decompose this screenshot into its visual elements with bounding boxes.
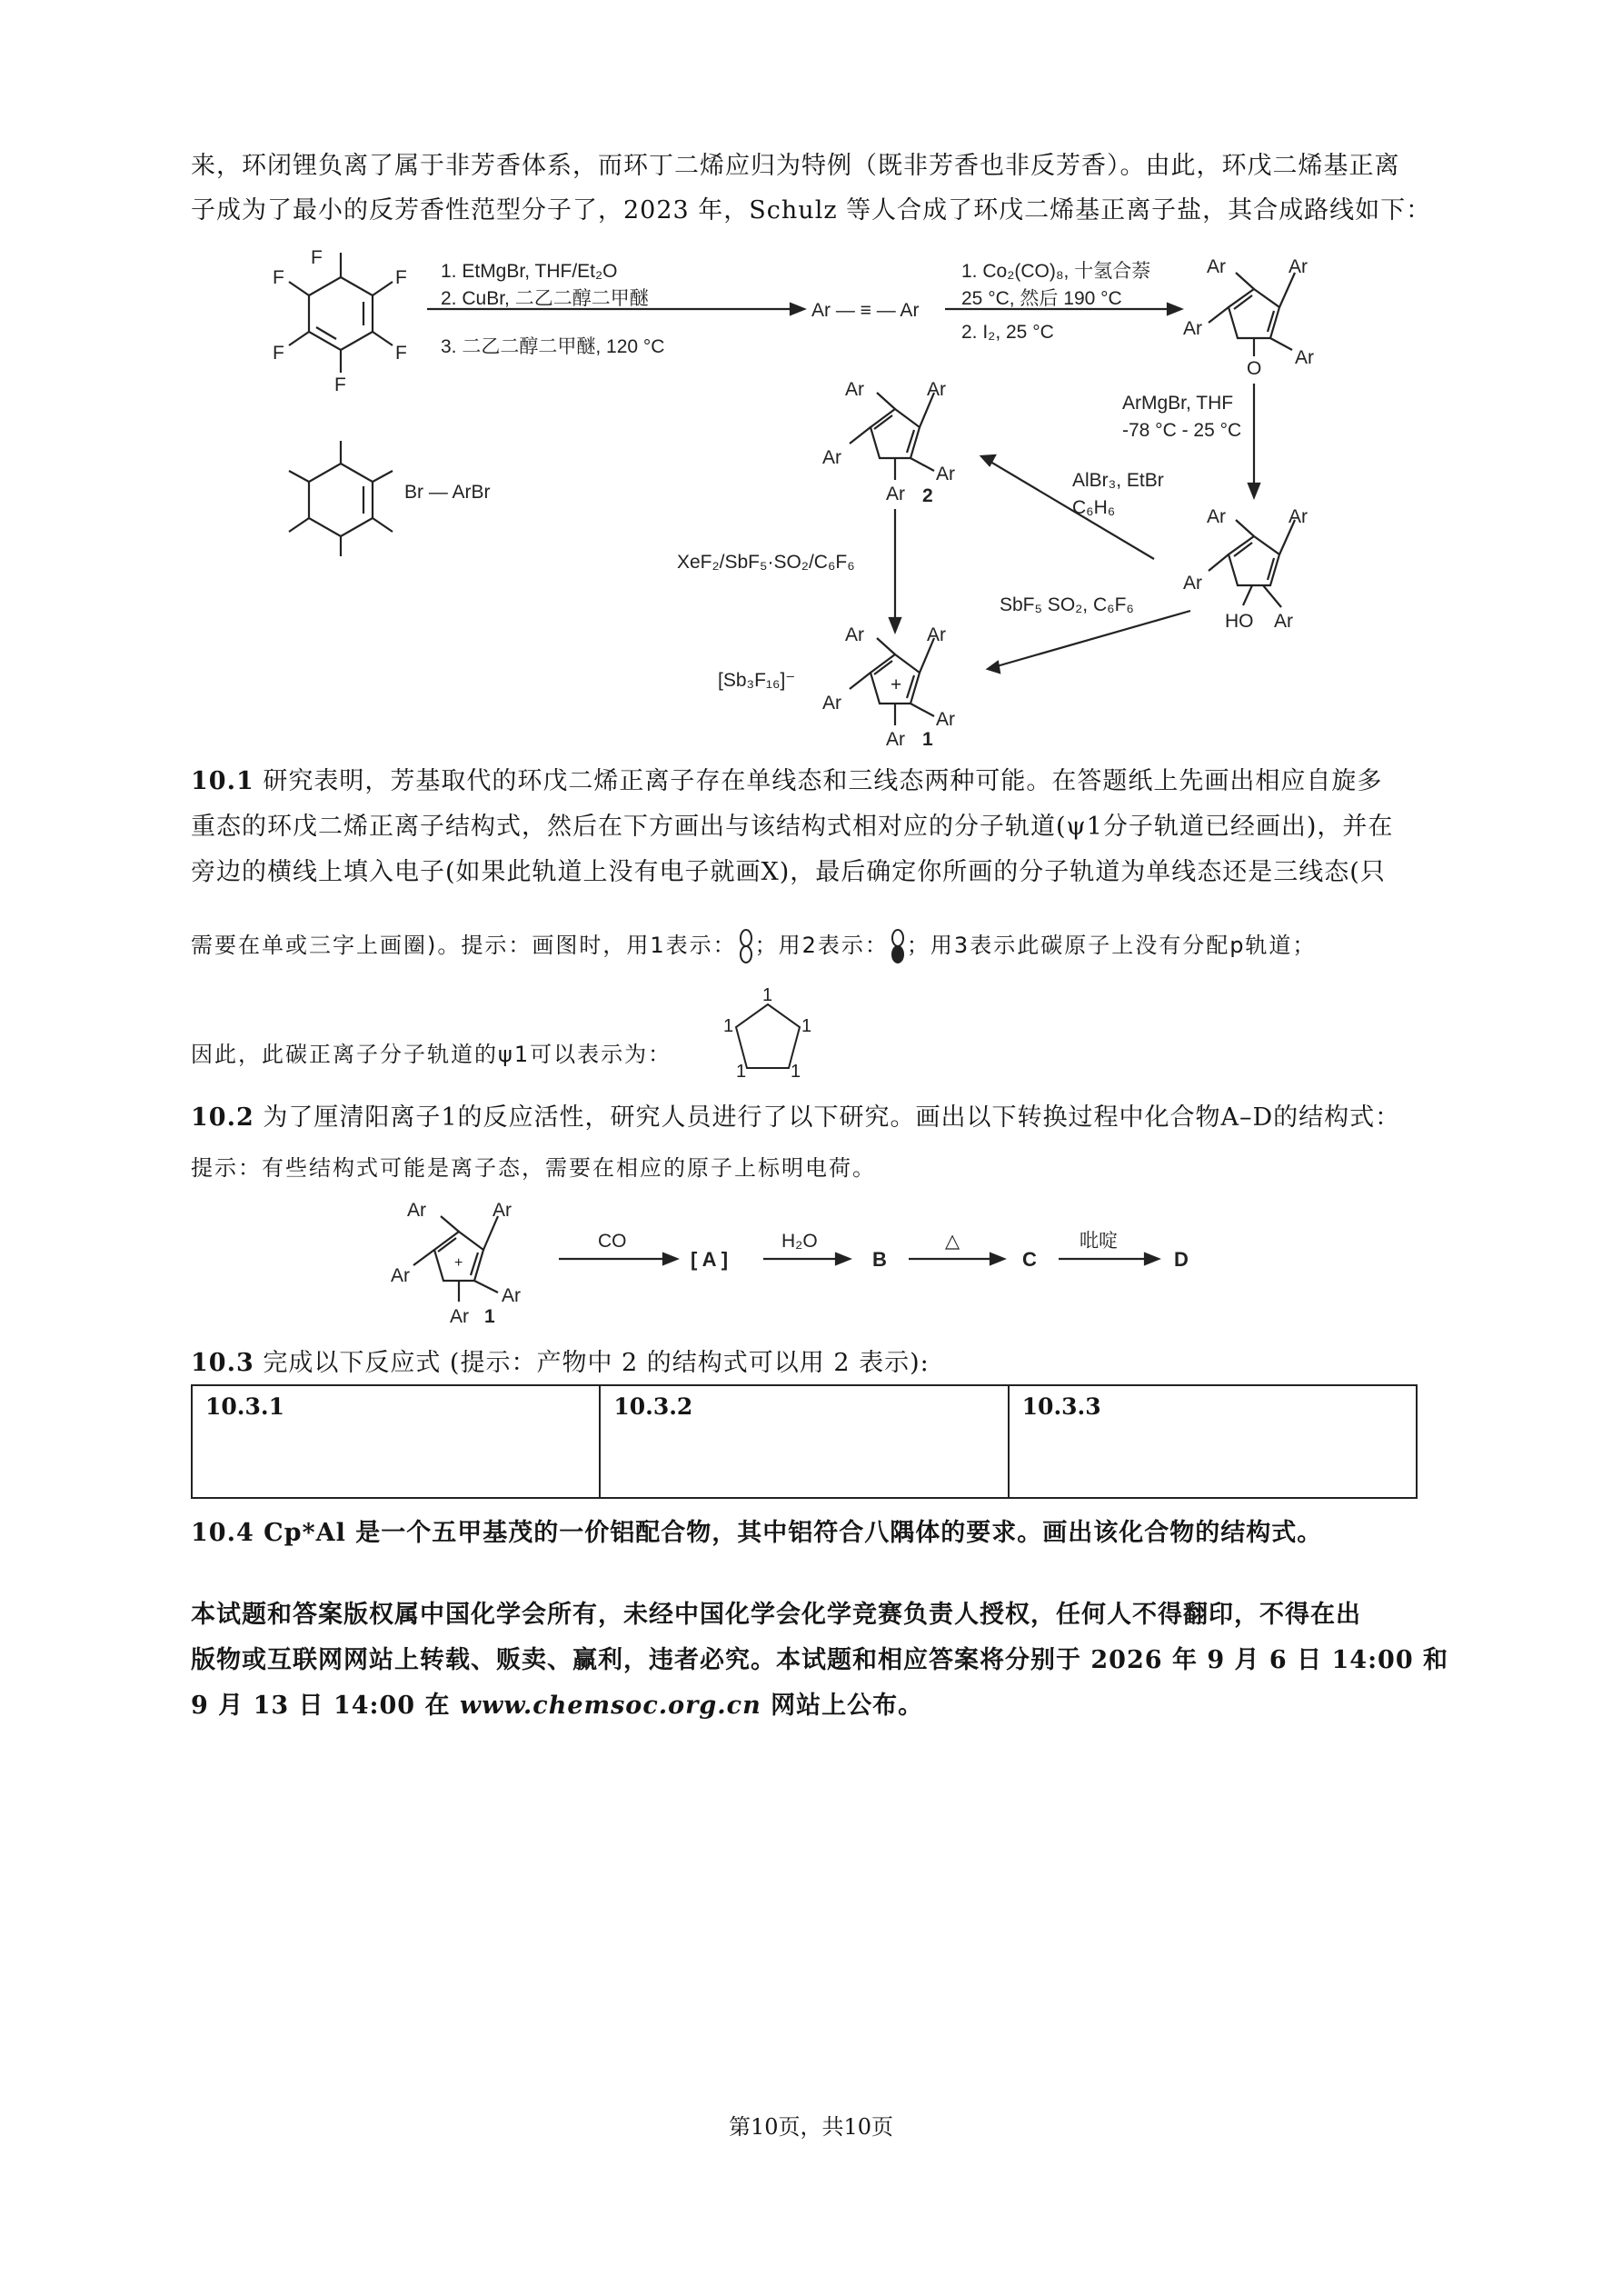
q10-2-line-1: 10.2 为了厘清阳离子1的反应活性，研究人员进行了以下研究。画出以下转换过程中化合物A–D的结构式： (191, 1103, 1401, 1132)
step1-condition-c: 3. 二乙二醇二甲醚, 120 °C (441, 336, 665, 357)
svg-text:1: 1 (484, 1306, 495, 1327)
intro-line-1: 来，环闭锂负离了属于非芳香体系，而环丁二烯应归为特例（既非芳香也非反芳香）。由此，环戊二烯基正离 (191, 152, 1400, 180)
q10-4-question: 10.4 Cp*Al 是一个五甲基茂的一价铝配合物，其中铝符合八隅体的要求。画出该化合物的结构式。 (191, 1519, 1323, 1547)
compound-2-structure (850, 393, 934, 480)
step1-condition-a: 1. EtMgBr, THF/Et₂O (441, 261, 618, 282)
page-number: 第10页，共10页 (728, 2114, 894, 2140)
q10-1-line-1: 10.1 研究表明，芳基取代的环戊二烯正离子存在单线态和三线态两种可能。在答题纸上先画出相应自旋多 (191, 767, 1383, 795)
p-orbital-filled-icon (889, 929, 907, 963)
svg-text:Ar: Ar (450, 1306, 469, 1327)
f-label: F (334, 374, 346, 395)
svg-text:+: + (454, 1255, 463, 1271)
svg-text:Ar: Ar (391, 1265, 410, 1286)
svg-text:Ar: Ar (886, 484, 905, 504)
svg-text:1: 1 (922, 729, 933, 745)
svg-text:1: 1 (791, 1062, 801, 1082)
svg-text:HO: HO (1225, 611, 1254, 632)
q10-2-line-2: 提示：有些结构式可能是离子态，需要在相应的原子上标明电荷。 (191, 1155, 876, 1181)
synthesis-scheme (0, 236, 1622, 745)
svg-text:Ar: Ar (1289, 506, 1308, 527)
step3-condition-b: -78 °C - 25 °C (1122, 420, 1242, 441)
svg-text:Ar: Ar (822, 693, 841, 714)
sb3f16-anion: [Sb₃F₁₆]⁻ (718, 670, 796, 691)
cyclopentadienone-structure (1209, 273, 1295, 356)
q10-1-line-3: 旁边的横线上填入电子(如果此轨道上没有电子就画X)，最后确定你所画的分子轨道为单线态还是三线态(只 (191, 858, 1386, 886)
compound-c: C (1022, 1248, 1037, 1271)
step6-condition: SbF₅ SO₂, C₆F₆ (1000, 594, 1134, 615)
svg-text:Ar: Ar (936, 464, 955, 484)
svg-text:1: 1 (762, 986, 773, 1005)
copyright-line-3: 9 月 13 日 14:00 在 www.chemsoc.org.cn 网站上公布。 (191, 1692, 924, 1720)
intro-line-2: 子成为了最小的反芳香性范型分子了，2023 年，Schulz 等人合成了环戊二烯基正离子盐，其合成路线如下： (191, 196, 1432, 225)
svg-text:Ar: Ar (407, 1200, 426, 1221)
step2-condition-c: 2. I₂, 25 °C (961, 322, 1054, 343)
svg-text:Ar: Ar (927, 624, 946, 645)
svg-text:Ar: Ar (936, 709, 955, 730)
svg-text:1: 1 (723, 1016, 734, 1036)
q10-1-line-5: 因此，此碳正离子分子轨道的ψ1可以表示为： (191, 1042, 672, 1067)
f-label: F (311, 247, 323, 268)
q10-3-heading: 10.3 完成以下反应式 (提示：产物中 2 的结构式可以用 2 表示): (191, 1349, 930, 1377)
heat-symbol: △ (945, 1231, 960, 1252)
svg-text:Ar: Ar (1289, 256, 1308, 277)
q10-2-scheme (391, 1191, 1227, 1327)
answer-cell-10-3-3[interactable]: 10.3.3 (1009, 1385, 1417, 1498)
compound-b: B (872, 1248, 887, 1271)
website-link[interactable]: www.chemsoc.org.cn (459, 1692, 761, 1720)
h2o-reagent: H₂O (781, 1231, 818, 1252)
q10-1-line-4: 需要在单或三字上画圈)。提示：画图时，用1表示： ；用2表示： ；用3表示此碳原子上没有分配p轨道； (191, 927, 1316, 963)
step2-condition-b: 25 °C, 然后 190 °C (961, 288, 1122, 309)
svg-text:Ar: Ar (822, 447, 841, 468)
svg-text:Ar: Ar (493, 1200, 512, 1221)
step2-condition-a: 1. Co₂(CO)₈, 十氢合萘 (961, 261, 1151, 282)
svg-text:1: 1 (736, 1062, 747, 1082)
step4-condition-b: C₆H₆ (1072, 497, 1116, 518)
compound-d: D (1174, 1248, 1189, 1271)
co-reagent: CO (598, 1231, 627, 1252)
q10-3-answer-table (191, 1384, 1418, 1499)
svg-text:Ar: Ar (1183, 573, 1202, 594)
svg-text:+: + (891, 674, 902, 695)
svg-text:O: O (1247, 358, 1262, 379)
svg-text:Br — ArBr: Br — ArBr (404, 482, 491, 503)
svg-text:Ar: Ar (1295, 347, 1314, 368)
svg-text:Ar: Ar (886, 729, 905, 745)
intermediate-a: [ A ] (691, 1248, 729, 1271)
svg-text:Ar: Ar (1207, 506, 1226, 527)
f-label: F (395, 343, 407, 364)
svg-text:Ar: Ar (502, 1285, 521, 1306)
copyright-line-2: 版物或互联网网站上转载、贩卖、赢利，违者必究。本试题和相应答案将分别于 2026 年 9 月 6 日 14:00 和 (191, 1646, 1449, 1674)
psi1-diagram (718, 986, 818, 1082)
step5-condition: XeF₂/SbF₅·SO₂/C₆F₆ (677, 552, 855, 573)
f-label: F (273, 343, 284, 364)
svg-text:1: 1 (801, 1016, 812, 1036)
q10-1-line-2: 重态的环戊二烯正离子结构式，然后在下方画出与该结构式相对应的分子轨道(ψ1分子轨道已经画出)，并在 (191, 813, 1394, 841)
answer-cell-10-3-1[interactable]: 10.3.1 (192, 1385, 600, 1498)
cyclopentadienol-structure (1209, 520, 1295, 607)
svg-text:Ar: Ar (845, 624, 864, 645)
svg-text:Ar: Ar (1274, 611, 1293, 632)
f-label: F (395, 267, 407, 288)
svg-text:Ar: Ar (1207, 256, 1226, 277)
copyright-line-1: 本试题和答案版权属中国化学会所有，未经中国化学会化学竞赛负责人授权，任何人不得翻印，不得在出 (191, 1601, 1361, 1629)
diarylacetylene: Ar — ≡ — Ar (811, 300, 920, 321)
answer-cell-10-3-2[interactable]: 10.3.2 (600, 1385, 1008, 1498)
hexafluorobenzene-structure (289, 253, 393, 373)
bromo-fluoroarene-structure (289, 441, 393, 556)
f-label: F (273, 267, 284, 288)
step4-condition-a: AlBr₃, EtBr (1072, 470, 1164, 491)
pyridine-reagent: 吡啶 (1080, 1231, 1118, 1252)
svg-text:Ar: Ar (1183, 318, 1202, 339)
svg-text:2: 2 (922, 485, 933, 506)
step1-condition-b: 2. CuBr, 二乙二醇二甲醚 (441, 288, 649, 309)
svg-text:Ar: Ar (927, 379, 946, 400)
step3-condition-a: ArMgBr, THF (1122, 393, 1234, 414)
svg-text:Ar: Ar (845, 379, 864, 400)
p-orbital-empty-icon (737, 929, 755, 963)
